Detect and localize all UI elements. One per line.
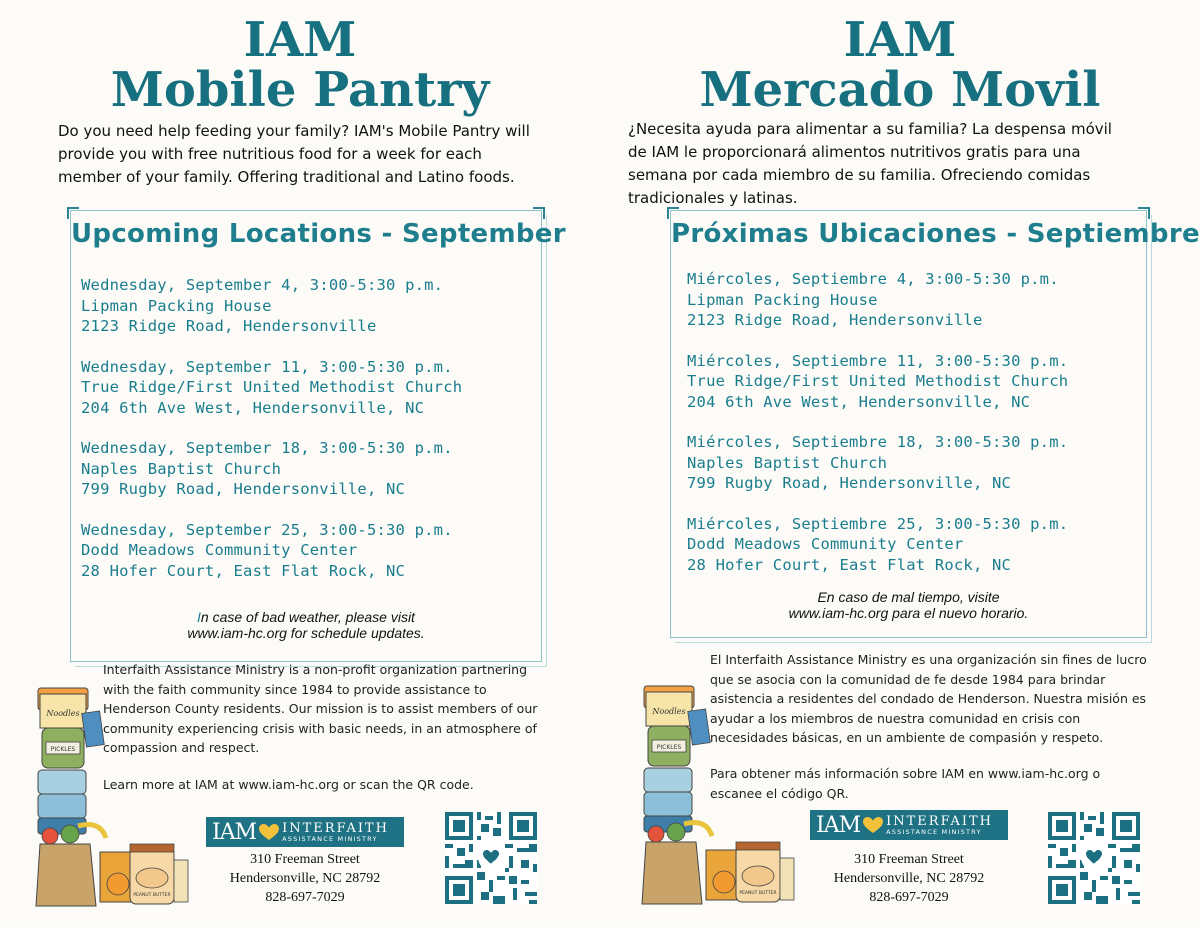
location-address: 204 6th Ave West, Hendersonville, NC [687, 392, 1031, 411]
flyer-title: Mobile Pantry [110, 62, 490, 118]
iam-logo [810, 810, 1008, 840]
weather-notice [671, 589, 1146, 621]
phone-number: 828-697-7029 [265, 890, 345, 905]
location-list [687, 269, 1068, 595]
noodles-label: Noodles [652, 707, 686, 716]
location-list [81, 275, 462, 601]
logo-main-text: INTERFAITH [886, 813, 993, 829]
locations-heading: Próximas Ubicaciones - Septiembre [671, 219, 1200, 249]
location-item [81, 520, 462, 582]
location-item [687, 351, 1068, 413]
location-date: Wednesday, September 11, 3:00-5:30 p.m. [81, 357, 453, 376]
qr-code-icon[interactable] [445, 812, 537, 904]
logo-sub-text: ASSISTANCE MINISTRY [886, 827, 982, 836]
location-address: 28 Hofer Court, East Flat Rock, NC [81, 561, 406, 580]
city-address: Hendersonville, NC 28792 [833, 871, 985, 886]
frame-corner [1138, 207, 1150, 219]
logo-iam-text: IAM [212, 819, 257, 845]
logo-sub-text: ASSISTANCE MINISTRY [282, 834, 378, 843]
locations-box [70, 210, 566, 662]
location-date: Wednesday, September 18, 3:00-5:30 p.m. [81, 439, 453, 457]
location-date: Miércoles, Septiembre 18, 3:00-5:30 p.m. [687, 433, 1069, 451]
logo-wordmark [282, 822, 389, 843]
city-address: Hendersonville, NC 28792 [229, 871, 381, 886]
location-place: True Ridge/First United Methodist Church [81, 378, 463, 396]
location-item [687, 514, 1068, 576]
location-address: 2123 Ridge Road, Hendersonville [81, 317, 377, 335]
location-item [81, 357, 462, 419]
weather-initial: I [197, 609, 201, 625]
about-paragraph: El Interfaith Assistance Ministry es una organización sin fines de lucro que se asocia con la comunidad de fe desde 1984 para brindar asistencia a residentes del condado de Henderson. Nuestra misión es ayudar a los miembros de nuestra comunidad en crisis con necesidades básicas, en un ambiente de compasión y respeto. [710, 652, 1147, 745]
location-place: Naples Baptist Church [81, 459, 282, 478]
heart-icon [258, 823, 280, 841]
pickles-label: PICKLES [50, 746, 76, 753]
frame-corner [67, 207, 79, 219]
location-address: 2123 Ridge Road, Hendersonville [687, 311, 983, 329]
frame-corner [667, 207, 679, 219]
location-place: Dodd Meadows Community Center [81, 541, 358, 559]
jar-label: PEANUT BUTTER [739, 891, 777, 896]
weather-line-1: En caso de mal tiempo, visite [817, 589, 1000, 605]
intro-paragraph: ¿Necesita ayuda para alimentar a su familia? La despensa móvil de IAM le proporcionará alimentos nutritivos gratis para una semana por cada miembro de su familia. Ofreciendo comidas tradicionales y latinas. [628, 120, 1112, 207]
learn-more-text: Para obtener más información sobre IAM en www.iam-hc.org o escanee el código QR. [710, 766, 1101, 801]
street-address: 310 Freeman Street [250, 852, 360, 867]
phone-number: 828-697-7029 [869, 890, 949, 905]
location-date: Wednesday, September 25, 3:00-5:30 p.m. [81, 520, 453, 539]
location-date: Miércoles, Septiembre 25, 3:00-5:30 p.m. [687, 514, 1069, 533]
contact-address [810, 850, 1008, 907]
location-place: True Ridge/First United Methodist Church [687, 372, 1069, 390]
flyer-title: Mercado Movil [699, 62, 1101, 118]
contact-address [206, 850, 404, 907]
weather-line-2: www.iam-hc.org for schedule updates. [187, 625, 425, 641]
location-place: Dodd Meadows Community Center [687, 535, 964, 553]
location-place: Naples Baptist Church [687, 453, 888, 472]
locations-heading: Upcoming Locations - September [71, 219, 566, 249]
location-item [81, 438, 462, 500]
flyer-title-iam: IAM [243, 12, 357, 68]
logo-wordmark [886, 815, 993, 836]
location-item [687, 432, 1068, 494]
location-date: Wednesday, September 4, 3:00-5:30 p.m. [81, 276, 444, 294]
location-place: Lipman Packing House [81, 296, 272, 315]
location-item [687, 269, 1068, 331]
weather-line-2: www.iam-hc.org para el nuevo horario. [788, 605, 1029, 621]
learn-more-text: Learn more at IAM at www.iam-hc.org or scan the QR code. [103, 777, 474, 792]
location-address: 799 Rugby Road, Hendersonville, NC [81, 480, 406, 498]
iam-logo [206, 817, 404, 847]
pickles-label: PICKLES [656, 744, 682, 751]
location-date: Miércoles, Septiembre 11, 3:00-5:30 p.m. [687, 351, 1069, 370]
qr-code-icon[interactable] [1048, 812, 1140, 904]
location-item [81, 275, 462, 337]
heart-icon [862, 816, 884, 834]
spanish-flyer [600, 0, 1200, 927]
flyer-title-iam: IAM [843, 12, 957, 68]
weather-notice [71, 609, 541, 641]
location-address: 204 6th Ave West, Hendersonville, NC [81, 398, 425, 417]
intro-paragraph: Do you need help feeding your family? IAM's Mobile Pantry will provide you with free nutritious food for a week for each member of your family. Offering traditional and Latino foods. [58, 122, 530, 186]
location-address: 799 Rugby Road, Hendersonville, NC [687, 474, 1012, 492]
logo-iam-text: IAM [816, 812, 861, 838]
street-address: 310 Freeman Street [854, 852, 964, 867]
location-address: 28 Hofer Court, East Flat Rock, NC [687, 555, 1012, 574]
frame-corner [533, 207, 545, 219]
locations-box [670, 210, 1200, 638]
location-date: Miércoles, Septiembre 4, 3:00-5:30 p.m. [687, 270, 1059, 288]
logo-main-text: INTERFAITH [282, 820, 389, 836]
about-paragraph: Interfaith Assistance Ministry is a non-profit organization partnering with the faith community since 1984 to provide assistance to Henderson County residents. Our mission is to assist members of our community experiencing crisis with basic needs, in an atmosphere of compassion and respect. [103, 662, 538, 755]
location-place: Lipman Packing House [687, 290, 878, 309]
jar-label: PEANUT BUTTER [133, 893, 171, 898]
noodles-label: Noodles [46, 709, 80, 718]
weather-line-1: n case of bad weather, please visit [200, 609, 415, 625]
